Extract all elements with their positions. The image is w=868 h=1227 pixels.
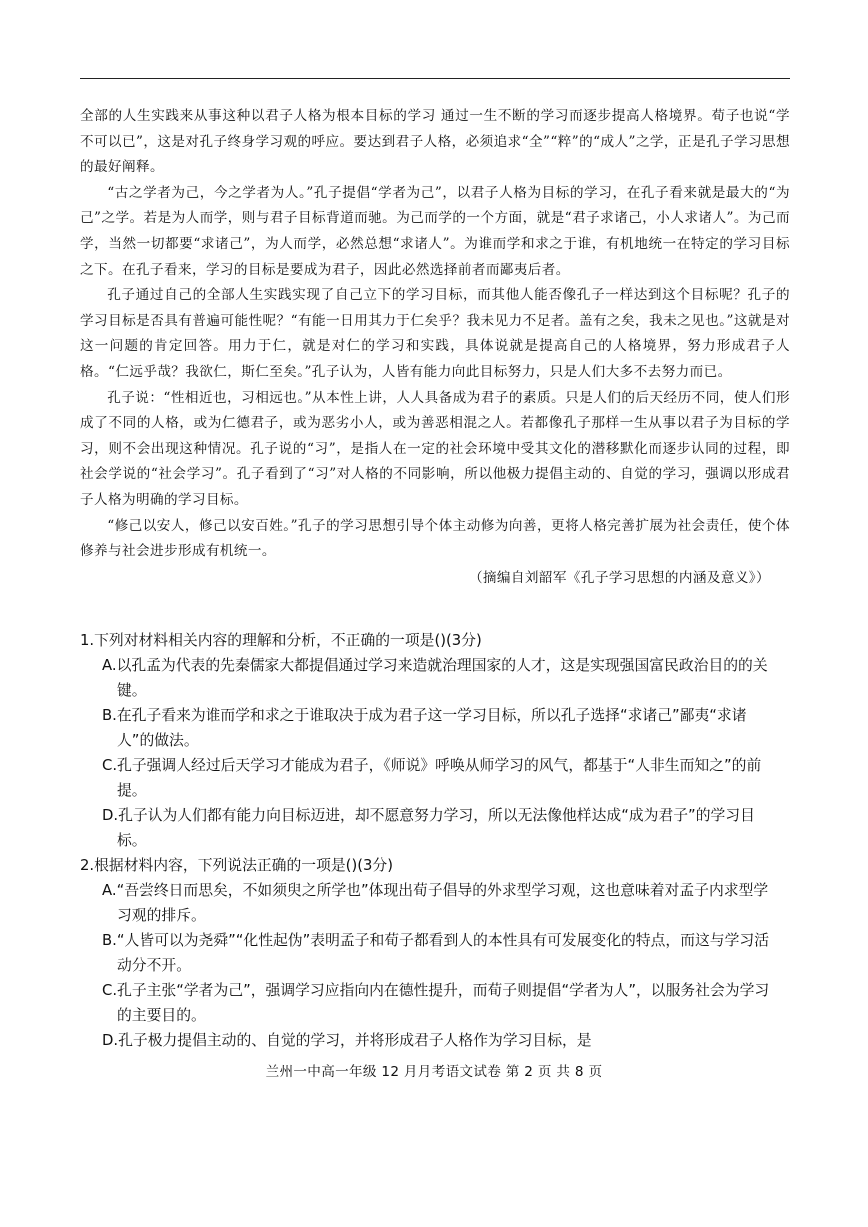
question-list <box>80 628 790 1053</box>
question-2 <box>80 853 790 1053</box>
question-stem: 1.下列对材料相关内容的理解和分析，不正确的一项是()(3分) <box>80 632 482 649</box>
header-rule <box>80 78 790 79</box>
option-a: A.以孔孟为代表的先秦儒家大都提倡通过学习来造就治理国家的人才，这是实现强国富民政治目的的关键。 <box>102 657 768 699</box>
question-stem: 2.根据材料内容，下列说法正确的一项是()(3分) <box>80 857 393 874</box>
option-b: B.“人皆可以为尧舜”“化性起伪”表明孟子和荀子都看到人的本性具有可发展变化的特点，而这与学习活动分不开。 <box>102 932 769 974</box>
essay-paragraph: 孔子说：“性相近也，习相远也。”从本性上讲，人人具备成为君子的素质。只是人们的后天经历不同，使人们形成了不同的人格，或为仁德君子，或为恶劣小人，或为善恶相混之人。若都像孔子那样一生从事以君子为目标的学习，则不会出现这种情况。孔子说的“习”，是指人在一定的社会环境中受其文化的潜移默化而逐步认同的过程，即社会学说的“社会学习”。孔子看到了“习”对人格的不同影响，所以他极力提倡主动的、自觉的学习，强调以形成君子人格为明确的学习目标。 <box>80 389 790 508</box>
option-a: A.“吾尝终日而思矣，不如须臾之所学也”体现出荀子倡导的外求型学习观，这也意味着对孟子内求型学习观的排斥。 <box>102 882 769 924</box>
option-d: D.孔子极力提倡主动的、自觉的学习，并将形成君子人格作为学习目标，是 <box>102 1032 592 1049</box>
question-1 <box>80 628 790 853</box>
option-b: B.在孔子看来为谁而学和求之于谁取决于成为君子这一学习目标，所以孔子选择“求诸己”鄙夷“求诸人”的做法。 <box>102 707 747 749</box>
page-footer: 兰州一中高一年级 12 月月考语文试卷 第 2 页 共 8 页 <box>265 1064 603 1080</box>
essay-paragraph: 孔子通过自己的全部人生实践实现了自己立下的学习目标，而其他人能否像孔子一样达到这个目标呢？孔子的学习目标是否具有普遍可能性呢？“有能一日用其力于仁矣乎？我未见力不足者。盖有之矣，我未之见也。”这就是对这一问题的肯定回答。用力于仁，就是对仁的学习和实践，具体说就是提高自己的人格境界，努力形成君子人格。“仁远乎哉？我欲仁，斯仁至矣。”孔子认为，人皆有能力向此目标努力，只是人们大多不去努力而已。 <box>80 287 790 380</box>
option-c: C.孔子主张“学者为己”，强调学习应指向内在德性提升，而荀子则提倡“学者为人”，以服务社会为学习的主要目的。 <box>102 982 770 1024</box>
essay-passage <box>80 104 790 591</box>
essay-paragraph: “古之学者为己，今之学者为人。”孔子提倡“学者为己”，以君子人格为目标的学习，在孔子看来就是最大的“为己”之学。若是为人而学，则与君子目标背道而驰。为己而学的一个方面，就是“君子求诸己，小人求诸人”。为己而学，当然一切都要“求诸己”，为人而学，必然总想“求诸人”。为谁而学和求之于谁，有机地统一在特定的学习目标之下。在孔子看来，学习的目标是要成为君子，因此必然选择前者而鄙夷后者。 <box>80 184 790 278</box>
essay-paragraph: 全部的人生实践来从事这种以君子人格为根本目标的学习 通过一生不断的学习而逐步提高人格境界。荀子也说“学不可以已”，这是对孔子终身学习观的呼应。要达到君子人格，必须追求“全”“粹”的“成人”之学，正是孔子学习思想的最好阐释。 <box>80 108 790 176</box>
option-c: C.孔子强调人经过后天学习才能成为君子，《师说》呼唤从师学习的风气，都基于“人非生而知之”的前提。 <box>102 757 762 799</box>
source-note: （摘编自刘韶军《孔子学习思想的内涵及意义》） <box>468 569 770 586</box>
option-d: D.孔子认为人们都有能力向目标迈进，却不愿意努力学习，所以无法像他样达成“成为君子”的学习目标。 <box>102 807 755 849</box>
essay-paragraph: “修己以安人，修己以安百姓。”孔子的学习思想引导个体主动修为向善，更将人格完善扩展为社会责任，使个体修养与社会进步形成有机统一。 <box>80 517 790 560</box>
